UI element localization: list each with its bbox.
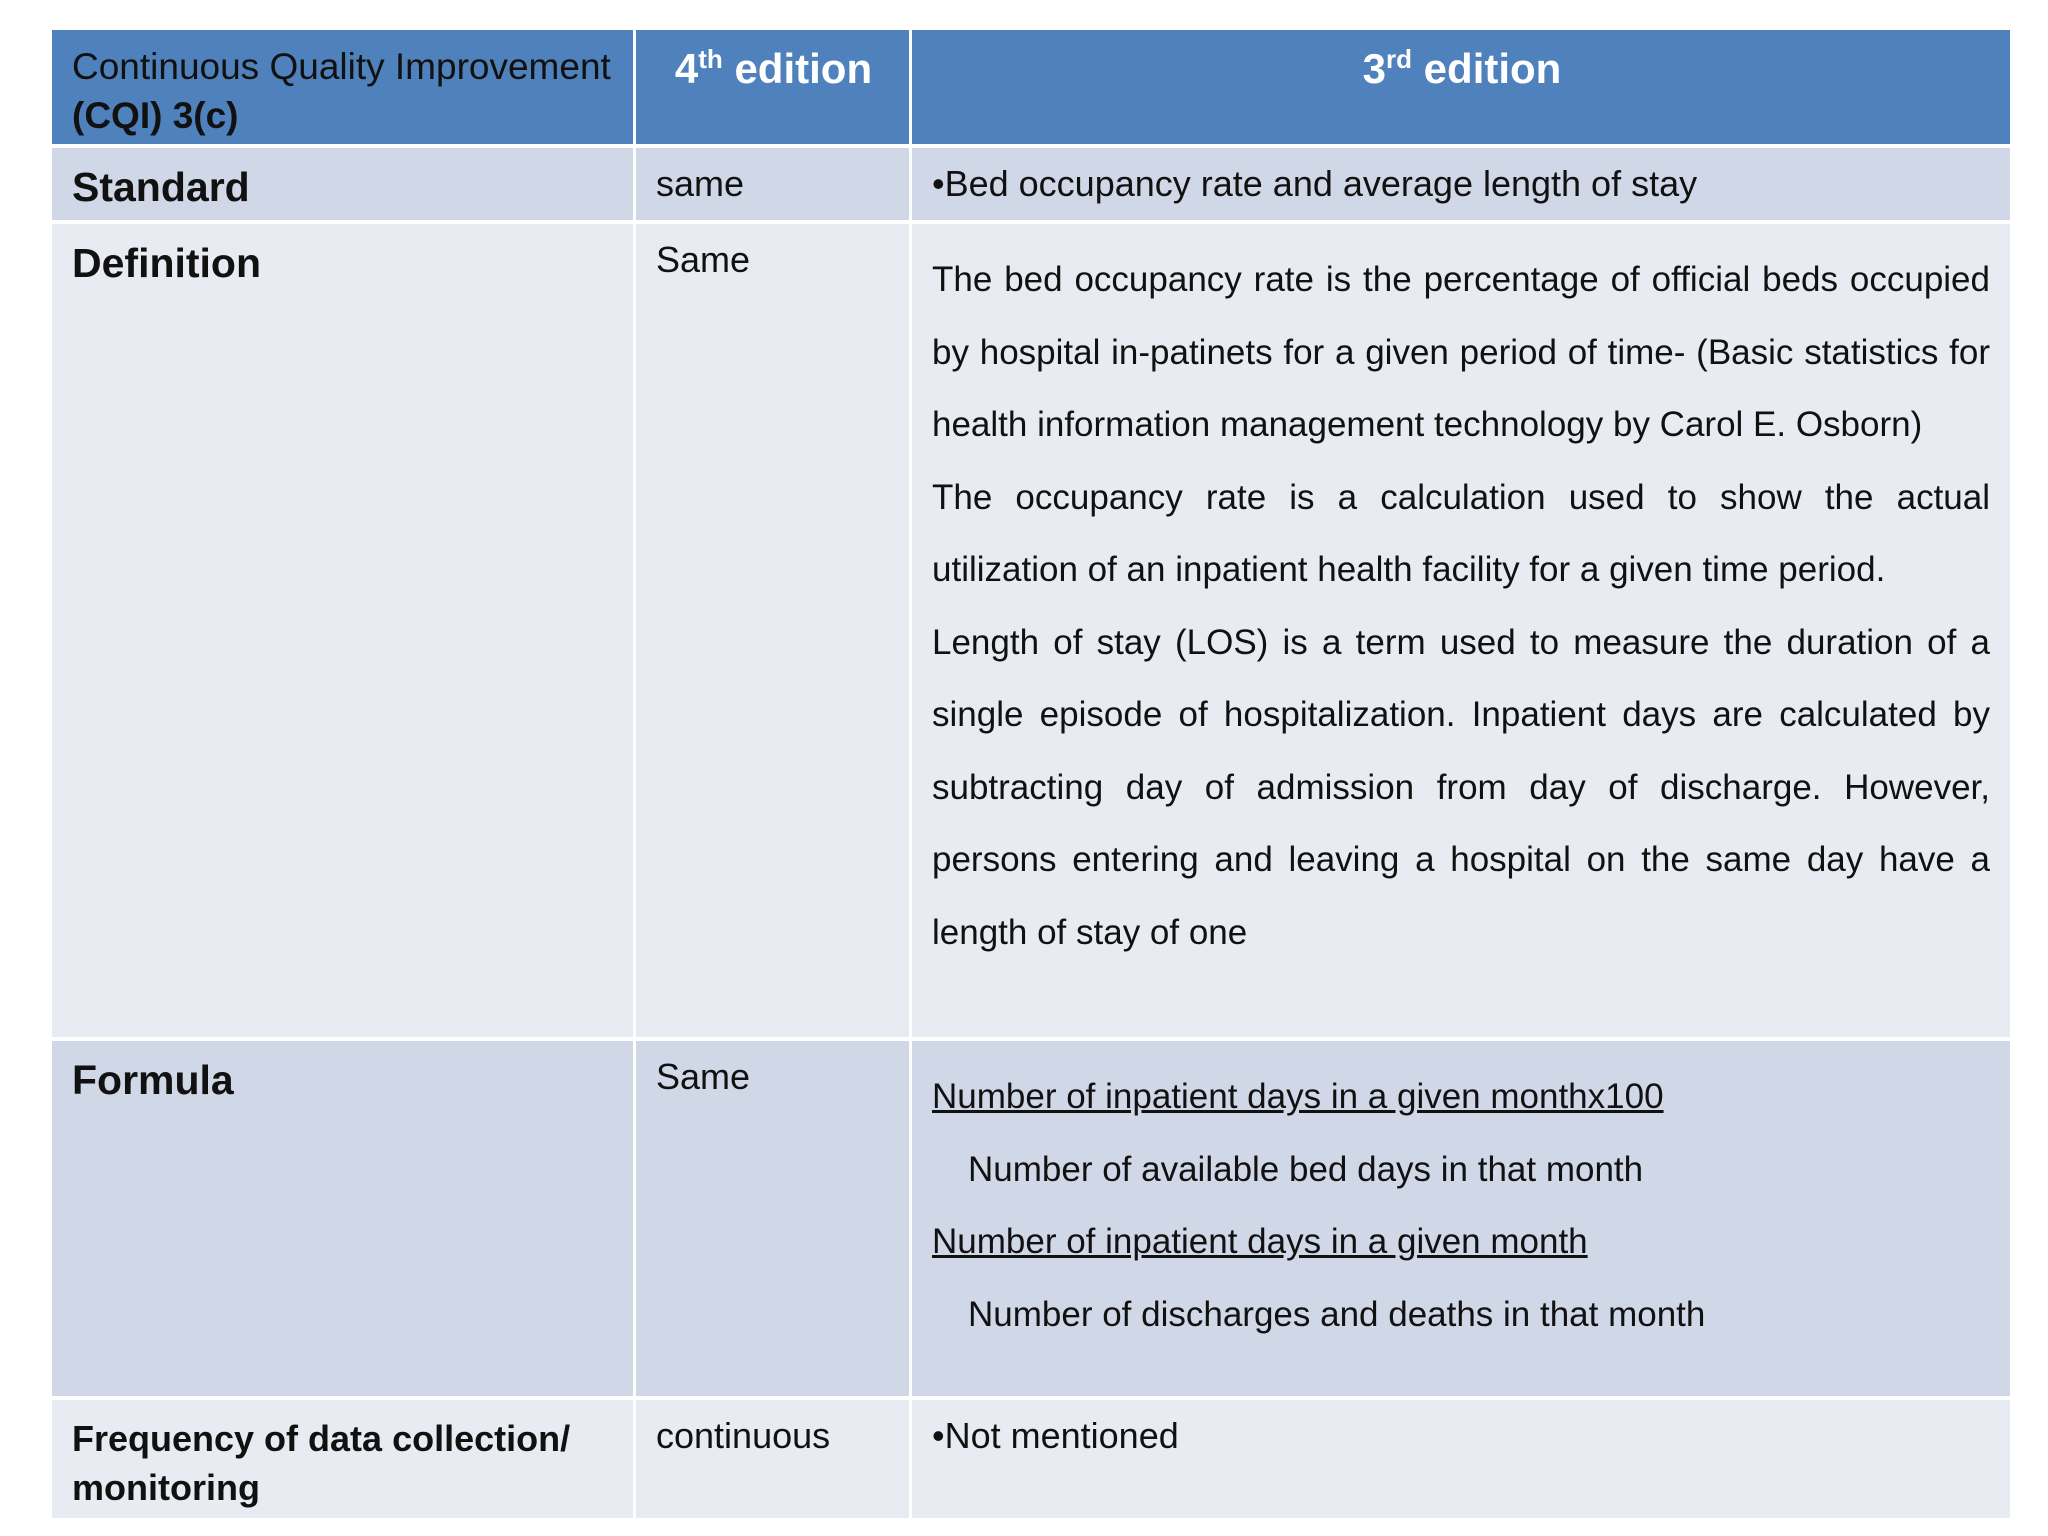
frequency-label-line2: monitoring bbox=[72, 1467, 260, 1508]
header-3rd-suffix: rd bbox=[1386, 44, 1413, 74]
frequency-label-line1: Frequency of data collection/ bbox=[72, 1418, 571, 1459]
formula-occupancy-numerator: Number of inpatient days in a given monthx100 bbox=[932, 1077, 1664, 1116]
formula-occupancy-denominator: Number of available bed days in that month bbox=[968, 1149, 1644, 1189]
formula-label: Formula bbox=[72, 1057, 234, 1103]
row-frequency bbox=[52, 1400, 2010, 1518]
standard-3rd-cell bbox=[912, 148, 2010, 220]
definition-3rd-cell bbox=[912, 224, 2010, 1037]
definition-4th-value: Same bbox=[656, 239, 751, 280]
header-4th-number: 4 bbox=[674, 45, 699, 92]
header-cqi-title-line1: Continuous Quality Improvement bbox=[72, 46, 611, 87]
formula-los-denominator: Number of discharges and deaths in that month bbox=[968, 1294, 1706, 1334]
header-3rd-label: edition bbox=[1412, 45, 1562, 92]
formula-4th-cell bbox=[636, 1041, 912, 1396]
standard-label: Standard bbox=[72, 164, 250, 210]
header-4th-suffix: th bbox=[698, 44, 723, 74]
row-standard bbox=[52, 148, 2010, 224]
row-formula bbox=[52, 1041, 2010, 1400]
header-3rd-edition bbox=[912, 30, 2010, 144]
standard-4th-value: same bbox=[656, 163, 745, 204]
frequency-4th-value: continuous bbox=[656, 1415, 831, 1456]
definition-label-cell bbox=[52, 224, 636, 1037]
table-header-row bbox=[52, 30, 2010, 148]
standard-label-cell bbox=[52, 148, 636, 220]
definition-paragraph-occupancy-rate: The occupancy rate is a calculation used to show the actual utilization of an inpatient health facility for a given time period. bbox=[932, 477, 1990, 589]
header-4th-edition bbox=[636, 30, 912, 144]
row-definition bbox=[52, 224, 2010, 1041]
standard-3rd-value: •Bed occupancy rate and average length of stay bbox=[932, 163, 1698, 204]
header-4th-label: edition bbox=[722, 45, 873, 92]
frequency-3rd-value: •Not mentioned bbox=[932, 1415, 1179, 1456]
formula-label-cell bbox=[52, 1041, 636, 1396]
frequency-label-cell bbox=[52, 1400, 636, 1518]
definition-label: Definition bbox=[72, 240, 262, 286]
definition-paragraph-bed-occupancy: The bed occupancy rate is the percentage of official beds occupied by hospital in-patinets for a given period of time- (Basic statistics for health information management technology by Carol E. Osborn) bbox=[932, 260, 1990, 444]
cqi-comparison-table bbox=[52, 30, 2010, 1518]
definition-4th-cell bbox=[636, 224, 912, 1037]
definition-paragraph-length-of-stay: Length of stay (LOS) is a term used to measure the duration of a single episode of hospitalization. Inpatient days are calculated by subtracting day of admission from day of discharge. However, persons entering and leaving a hospital on the same day have a length of stay of one bbox=[932, 622, 1990, 952]
frequency-3rd-cell bbox=[912, 1400, 2010, 1518]
frequency-4th-cell bbox=[636, 1400, 912, 1518]
header-cqi-title bbox=[52, 30, 636, 144]
formula-3rd-cell bbox=[912, 1041, 2010, 1396]
header-3rd-number: 3 bbox=[1362, 45, 1387, 92]
header-cqi-title-line2: (CQI) 3(c) bbox=[72, 95, 239, 136]
standard-4th-cell bbox=[636, 148, 912, 220]
formula-4th-value: Same bbox=[656, 1056, 751, 1097]
formula-los-numerator: Number of inpatient days in a given month bbox=[932, 1222, 1588, 1261]
